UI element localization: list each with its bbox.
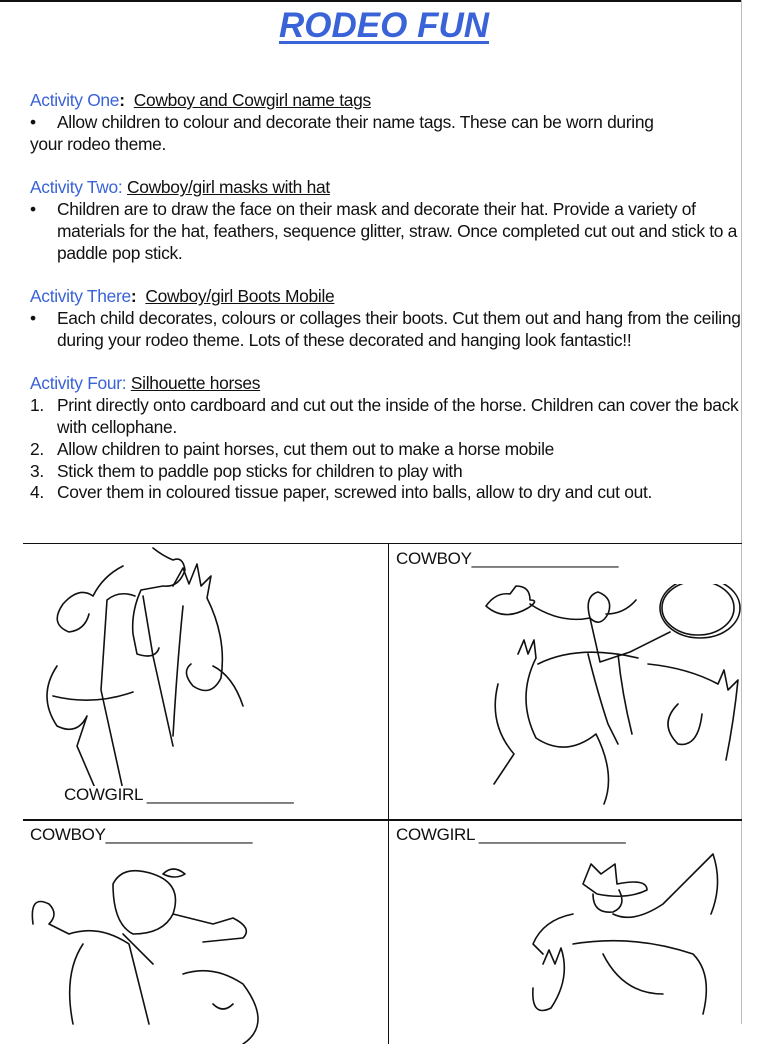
step-item: 4. Cover them in coloured tissue paper, screwed into balls, allow to dry and cut out. — [30, 482, 653, 503]
activity-label: Activity One — [30, 90, 120, 110]
title-text: RODEO FUN — [279, 6, 489, 45]
activity-subtitle: Silhouette horses — [130, 373, 261, 394]
activity-three — [30, 286, 742, 351]
step-text: Cover them in coloured tissue paper, screwed into balls, allow to dry and cut out. — [57, 482, 653, 503]
list-item: • Each child decorates, colours or collages their boots. Cut them out and hang from the ceiling during your rodeo theme. Lots of these decorated and hanging look fantastic!! — [30, 307, 741, 350]
activity-label: Activity Four: — [30, 373, 127, 394]
activity-subtitle: Cowboy and Cowgirl name tags — [133, 90, 371, 110]
activity-subtitle: Cowboy/girl masks with hat — [126, 177, 330, 198]
step-item: 2. Allow children to paint horses, cut them out to make a horse mobile — [30, 438, 555, 459]
activity-two — [30, 177, 742, 264]
cowgirl-bronco-drawing — [503, 844, 743, 1044]
coloring-grid — [23, 543, 742, 1044]
colon: : — [119, 90, 134, 110]
bullet-text: Each child decorates, colours or collages their boots. Cut them out and hang from the ceiling during your rodeo theme. Lots of these decorated and hanging look fantastic!! — [57, 307, 741, 350]
activity-one — [30, 90, 742, 155]
list-item-continuation: your rodeo theme. — [30, 133, 167, 154]
activity-heading — [30, 286, 742, 308]
activity-subtitle: Cowboy/girl Boots Mobile — [145, 286, 335, 307]
step-item: 3. Stick them to paddle pop sticks for children to play with — [30, 460, 463, 481]
column-divider — [388, 544, 389, 1044]
list-item: • Allow children to colour and decorate their name tags. These can be worn during — [30, 111, 654, 132]
activity-label: Activity Two: — [30, 177, 123, 198]
cowboy-name-label: COWBOY________________ — [30, 825, 253, 844]
step-item: 1. Print directly onto cardboard and cut out the inside of the horse. Children can cover the back with cellophane. — [30, 395, 739, 437]
cowboy-name-label: COWBOY________________ — [396, 549, 619, 568]
cowboy-lasso-bronco-drawing — [478, 584, 743, 814]
step-text: Stick them to paddle pop sticks for children to play with — [57, 460, 463, 481]
step-text: Allow children to paint horses, cut them out to make a horse mobile — [57, 438, 555, 459]
bullet-text: Allow children to colour and decorate their name tags. These can be worn during — [57, 111, 654, 132]
row-divider — [23, 819, 742, 821]
activity-heading — [30, 90, 742, 112]
step-text: Print directly onto cardboard and cut out the inside of the horse. Children can cover the back with cellophane. — [57, 395, 739, 437]
cowboy-bull-drawing — [23, 844, 303, 1044]
page-top-border — [0, 0, 742, 2]
bullet-text: Children are to draw the face on their mask and decorate their hat. Provide a variety of materials for the hat, feathers, sequence glitter, straw. Once completed cut out and stick to a paddle pop stick. — [57, 198, 738, 263]
activity-heading — [30, 177, 742, 199]
list-item: • Children are to draw the face on their mask and decorate their hat. Provide a variety of materials for the hat, feathers, sequence glitter, straw. Once completed cut out and stick to a paddle pop stick. — [30, 198, 738, 263]
activity-heading — [30, 373, 742, 395]
activity-label: Activity There — [30, 286, 131, 307]
cowgirl-name-label: COWGIRL ________________ — [64, 785, 294, 804]
colon: : — [130, 286, 146, 307]
page-title — [0, 6, 768, 46]
activities — [30, 90, 742, 526]
cowgirl-bronco-drawing — [23, 546, 263, 786]
cowgirl-name-label: COWGIRL ________________ — [396, 825, 626, 844]
activity-four — [30, 373, 742, 504]
